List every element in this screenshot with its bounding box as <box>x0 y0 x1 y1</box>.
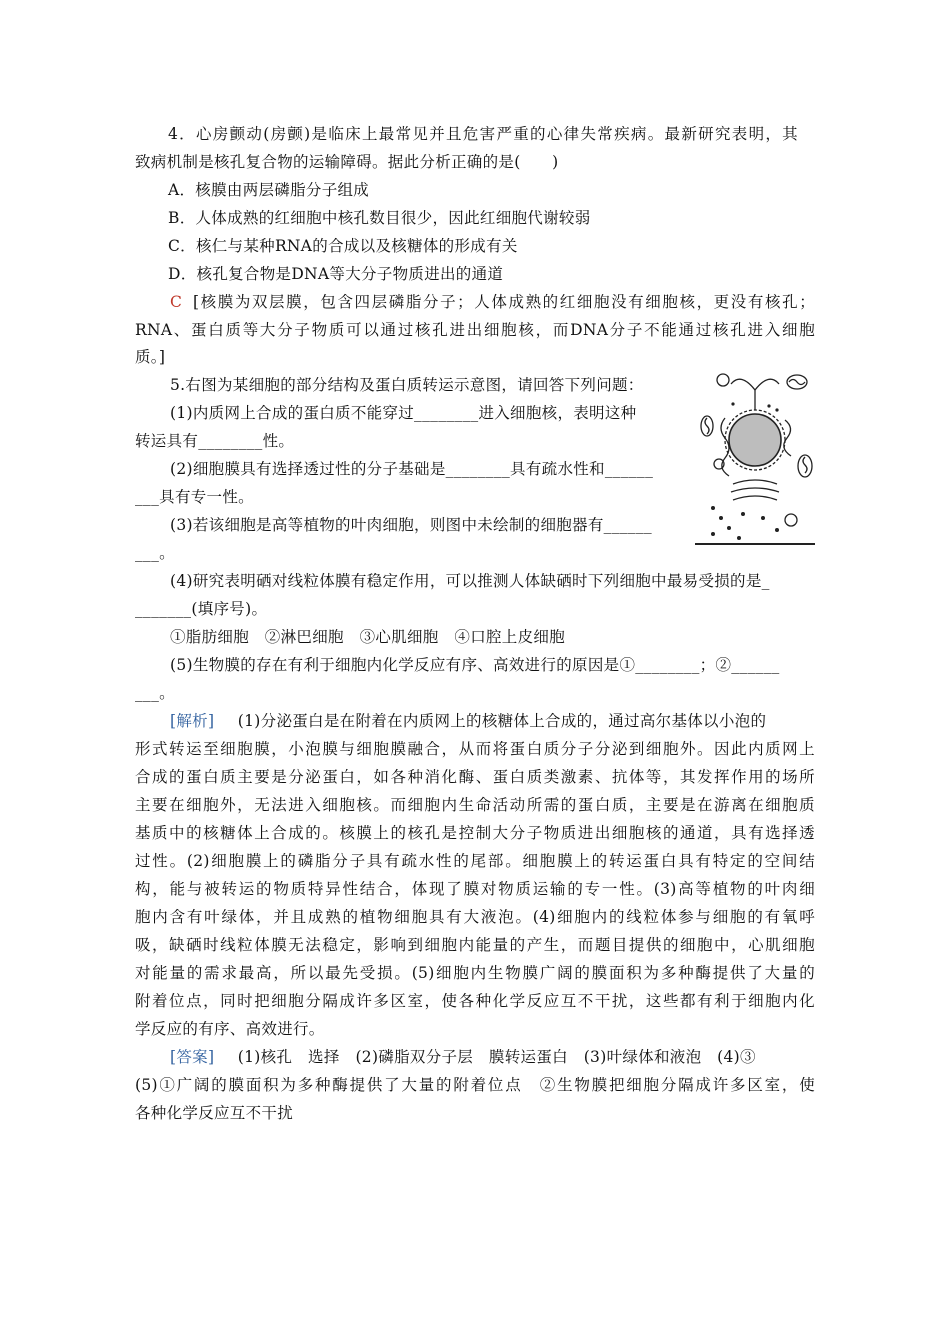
q4-option-a: A．核膜由两层磷脂分子组成 <box>168 181 370 199</box>
vesicle-dot-7 <box>711 532 715 536</box>
q5-part2-line1: (2)细胞膜具有选择透过性的分子基础是________具有疏水性和______ <box>170 460 654 478</box>
golgi-stack-3 <box>733 496 777 500</box>
ribosome-dot-3 <box>731 402 734 405</box>
q5-part5-line1: (5)生物膜的存在有利于细胞内化学反应有序、高效进行的原因是①________；②______ <box>170 656 780 674</box>
vesicle-dot-1 <box>711 506 715 510</box>
answer-tag: [答案] <box>170 1048 215 1066</box>
q5-stem: 5.右图为某细胞的部分结构及蛋白质转运示意图，请回答下列问题： <box>170 376 644 394</box>
analysis-line12: 学反应的有序、高效进行。 <box>135 1020 325 1038</box>
answer-line1: (1)核孔 选择 (2)磷脂双分子层 膜转运蛋白 (3)叶绿体和液泡 (4)③ <box>222 1048 756 1066</box>
golgi-stack-1 <box>733 480 777 484</box>
q4-explanation-line3: 质。] <box>135 348 166 366</box>
vesicle-large <box>785 514 797 526</box>
vesicle-dot-2 <box>719 516 723 520</box>
q4-option-b: B．人体成熟的红细胞中核孔数目很少，因此红细胞代谢较弱 <box>168 209 591 227</box>
analysis-line9: 吸，缺硒时线粒体膜无法稳定，影响到细胞内能量的产生，而题目提供的细胞中，心肌细胞 <box>135 936 815 954</box>
q5-part5-line2: ___。 <box>135 684 175 702</box>
analysis-line4: 主要在细胞外，无法进入细胞核。而细胞内生命活动所需的蛋白质，主要是在游离在细胞质 <box>135 796 815 814</box>
answer-line2: (5)①广阔的膜面积为多种酶提供了大量的附着位点 ②生物膜把细胞分隔成许多区室，使 <box>135 1076 815 1094</box>
vesicle-dot-8 <box>737 536 741 540</box>
mitochondrion-2-cristae <box>705 418 709 434</box>
vesicle-dot-3 <box>727 526 731 530</box>
analysis-line1: (1)分泌蛋白是在附着在内质网上的核糖体上合成的，通过高尔基体以小泡的 <box>222 712 767 730</box>
q5-part1-line2: 转运具有________性。 <box>135 432 295 450</box>
vesicle-top-left <box>717 374 729 386</box>
vesicle-dot-6 <box>775 528 779 532</box>
analysis-line3: 合成的蛋白质主要是分泌蛋白，如各种消化酶、蛋白质类激素、抗体等，其发挥作用的场所 <box>135 768 815 786</box>
analysis-line8: 胞内含有叶绿体，并且成熟的植物细胞具有大液泡。(4)细胞内的线粒体参与细胞的有氧呼 <box>135 908 815 926</box>
q5-part4-line2: _______(填序号)。 <box>135 600 268 618</box>
q5-part4-options: ①脂肪细胞 ②淋巴细胞 ③心肌细胞 ④口腔上皮细胞 <box>170 628 566 646</box>
mitochondrion-1-cristae <box>789 380 805 385</box>
q4-answer-letter: C <box>170 293 183 311</box>
nucleus-shape <box>729 414 781 466</box>
q5-part3-line1: (3)若该细胞是高等植物的叶肉细胞，则图中未绘制的细胞器有______ <box>170 516 652 534</box>
q4-stem-line1: 4．心房颤动(房颤)是临床上最常见并且危害严重的心律失常疾病。最新研究表明，其 <box>168 125 798 143</box>
answer-line3: 各种化学反应互不干扰 <box>135 1104 294 1122</box>
vesicle-dot-5 <box>761 516 765 520</box>
analysis-line7: 构，能与被转运的物质特异性结合，体现了膜对物质运输的专一性。(3)高等植物的叶肉细 <box>135 880 815 898</box>
analysis-line10: 对能量的需求最高，所以最先受损。(5)细胞内生物膜广阔的膜面积为多种酶提供了大量的 <box>135 964 815 982</box>
analysis-tag: [解析] <box>170 712 215 730</box>
analysis-line5: 基质中的核糖体上合成的。核膜上的核孔是控制大分子物质进出细胞核的通道，具有选择透 <box>135 824 815 842</box>
mitochondrion-3 <box>798 455 812 477</box>
q5-part4-line1: (4)研究表明硒对线粒体膜有稳定作用，可以推测人体缺硒时下列细胞中最易受损的是_ <box>170 572 770 590</box>
analysis-line6: 过性。(2)细胞膜上的磷脂分子具有疏水性的尾部。细胞膜上的转运蛋白具有特定的空间结 <box>135 852 815 870</box>
q4-option-c: C．核仁与某种RNA的合成以及核糖体的形成有关 <box>168 237 518 255</box>
q4-explanation-line1: [核膜为双层膜，包含四层磷脂分子；人体成熟的红细胞没有细胞核，更没有核孔； <box>193 293 815 311</box>
transport-arm-right <box>755 379 779 390</box>
ribosome-dot-2 <box>775 408 778 411</box>
golgi-stack-2 <box>731 488 779 492</box>
transport-arm-left <box>731 379 755 390</box>
ribosome-dot-1 <box>767 404 770 407</box>
cell-structure-figure <box>693 368 817 548</box>
q5-part1-line1: (1)内质网上合成的蛋白质不能穿过________进入细胞核，表明这种 <box>170 404 637 422</box>
analysis-line11: 附着位点，同时把细胞分隔成许多区室，使各种化学反应互不干扰，这些都有利于细胞内化 <box>135 992 815 1010</box>
vesicle-dot-4 <box>741 512 745 516</box>
q4-stem-line2: 致病机制是核孔复合物的运输障碍。据此分析正确的是( ) <box>135 153 559 171</box>
analysis-line2: 形式转运至细胞膜，小泡膜与细胞膜融合，从而将蛋白质分子分泌到细胞外。因此内质网上 <box>135 740 815 758</box>
q5-part3-line2: ___。 <box>135 544 175 562</box>
q4-explanation-line2: RNA、蛋白质等大分子物质可以通过核孔进出细胞核，而DNA分子不能通过核孔进入细胞 <box>135 321 815 339</box>
q4-option-d: D．核孔复合物是DNA等大分子物质进出的通道 <box>168 265 504 283</box>
mitochondrion-3-cristae <box>803 457 807 473</box>
q5-part2-line2: ___具有专一性。 <box>135 488 254 506</box>
